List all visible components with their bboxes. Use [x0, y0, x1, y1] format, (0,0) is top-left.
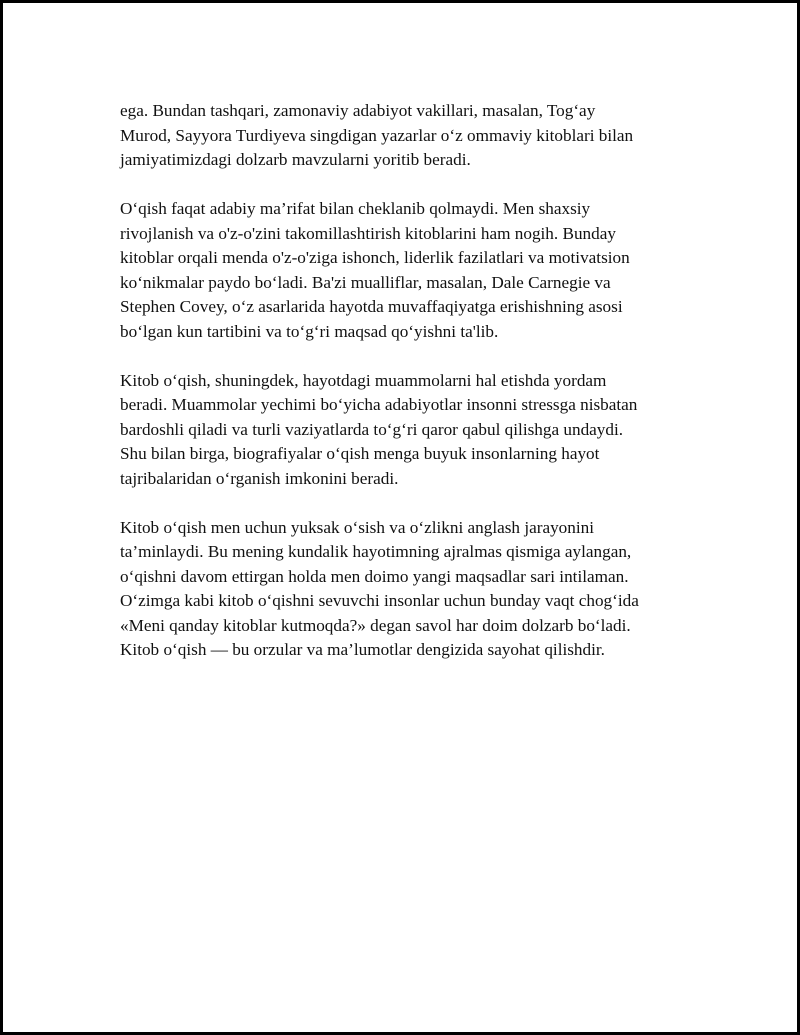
text-line: ta’minlaydi. Bu mening kundalik hayotimning ajralmas qismiga aylangan,: [120, 542, 632, 561]
text-line: ko‘nikmalar paydo bo‘ladi. Ba'zi mualliflar, masalan, Dale Carnegie va: [120, 272, 611, 292]
text-line: Stephen Covey, o‘z asarlarida hayotda muvaffaqiyatga erishishning asosi: [120, 297, 623, 316]
text-line: O‘zimga kabi kitob o‘qishni sevuvchi insonlar uchun bunday vaqt chog‘ida: [120, 591, 639, 610]
text-line: beradi. Muammolar yechimi bo‘yicha adabiyotlar insonni stressga nisbatan: [120, 395, 638, 414]
document-body: [120, 99, 680, 687]
text-line: Kitob o‘qish, shuningdek, hayotdagi muammolarni hal etishda yordam: [120, 370, 607, 390]
text-line: jamiyatimizdagi dolzarb mavzularni yoritib beradi.: [120, 150, 471, 169]
text-line: Kitob o‘qish — bu orzular va ma’lumotlar dengizida sayohat qilishdir.: [120, 640, 605, 659]
text-line: Kitob o‘qish men uchun yuksak o‘sish va o‘zlikni anglash jarayonini: [120, 517, 595, 537]
text-line: bo‘lgan kun tartibini va to‘g‘ri maqsad qo‘yishni ta'lib.: [120, 321, 499, 341]
text-line: tajribalaridan o‘rganish imkonini beradi.: [120, 468, 399, 488]
text-line: bardoshli qiladi va turli vaziyatlarda to‘g‘ri qaror qabul qilishga undaydi.: [120, 419, 624, 439]
text-line: o‘qishni davom ettirgan holda men doimo yangi maqsadlar sari intilaman.: [120, 566, 629, 586]
paragraph-2: [120, 197, 680, 344]
text-line: «Meni qanday kitoblar kutmoqda?» degan savol har doim dolzarb bo‘ladi.: [120, 615, 631, 635]
text-line: rivojlanish va o'z-o'zini takomillashtirish kitoblarini ham nogih. Bunday: [120, 223, 616, 243]
paragraph-4: [120, 516, 680, 663]
paragraph-1: [120, 99, 680, 173]
text-line: kitoblar orqali menda o'z-o'ziga ishonch, liderlik fazilatlari va motivatsion: [120, 248, 630, 267]
text-line: Shu bilan birga, biografiyalar o‘qish menga buyuk insonlarning hayot: [120, 444, 600, 463]
text-line: ega. Bundan tashqari, zamonaviy adabiyot vakillari, masalan, Tog‘ay: [120, 101, 596, 120]
paragraph-3: [120, 369, 680, 492]
text-line: O‘qish faqat adabiy ma’rifat bilan cheklanib qolmaydi. Men shaxsiy: [120, 199, 591, 218]
text-line: Murod, Sayyora Turdiyeva singdigan yazarlar o‘z ommaviy kitoblari bilan: [120, 125, 634, 145]
